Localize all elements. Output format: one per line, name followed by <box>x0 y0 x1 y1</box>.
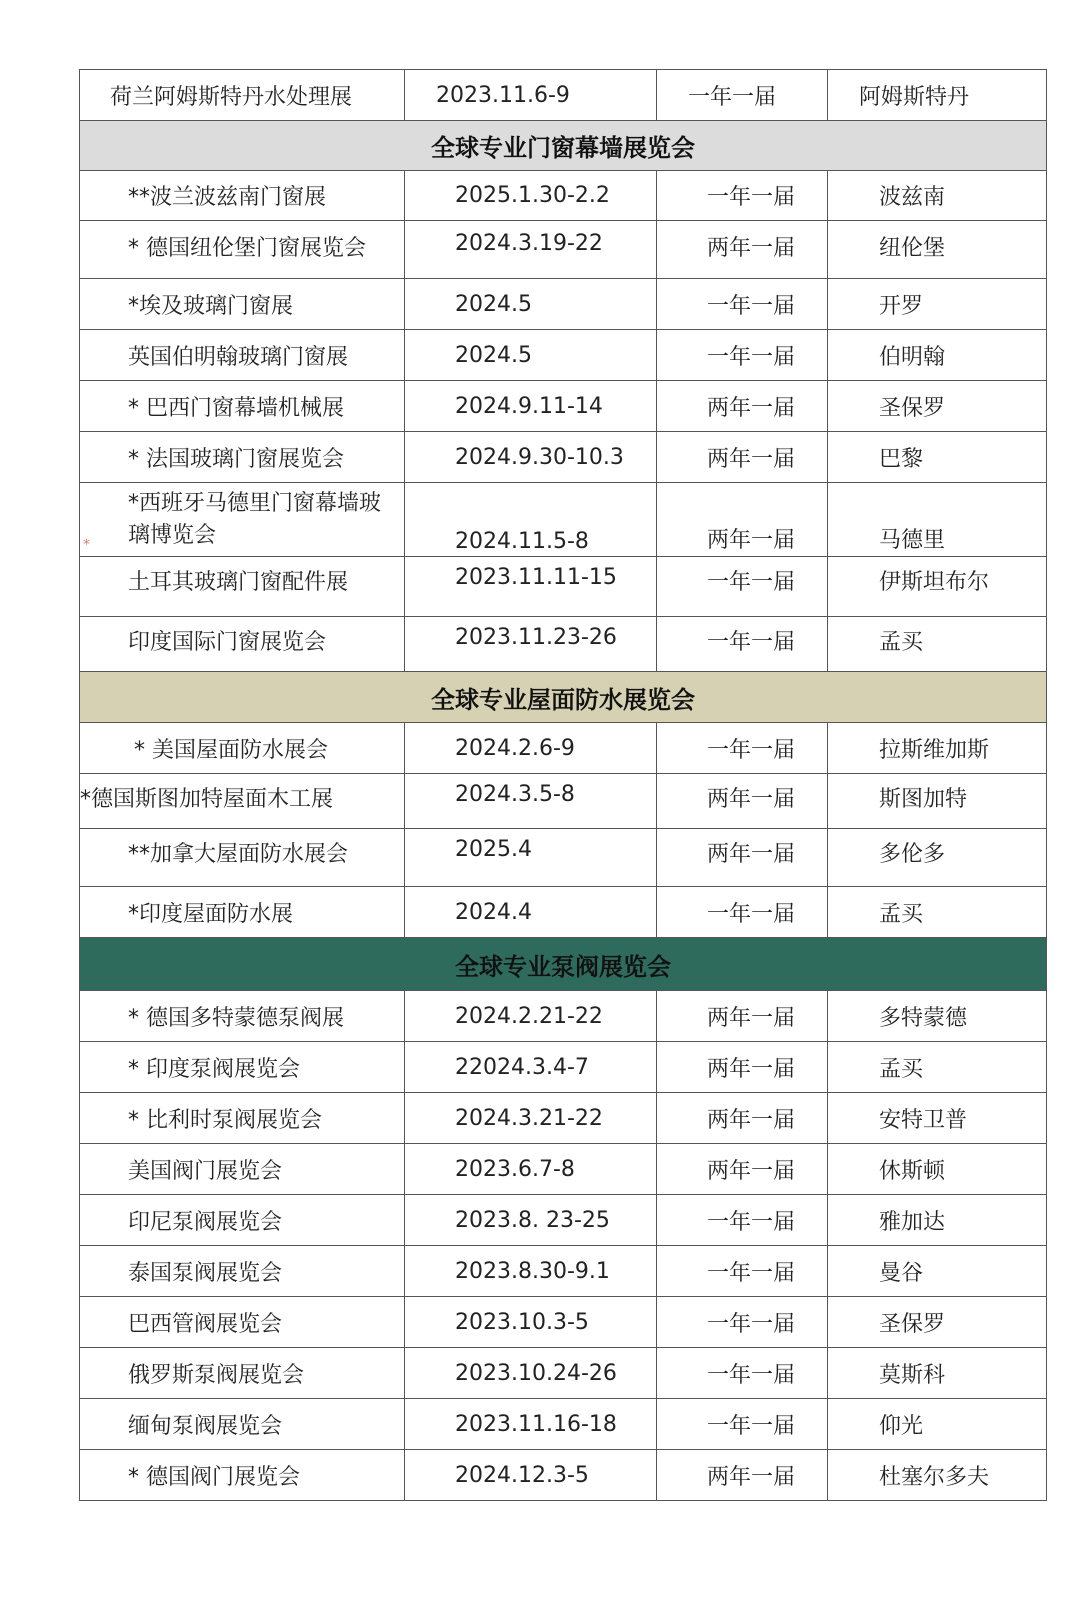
exhibition-name: *印度屋面防水展 <box>80 887 405 938</box>
exhibition-name: 巴西管阀展览会 <box>80 1297 405 1348</box>
exhibition-date: 2023.8. 23-25 <box>405 1195 657 1246</box>
exhibition-date: 2024.2.6-9 <box>405 723 657 774</box>
exhibition-date: 2024.4 <box>405 887 657 938</box>
exhibition-frequency: 一年一届 <box>657 723 828 774</box>
exhibition-city: 波兹南 <box>828 171 1047 221</box>
section-header-row <box>80 121 1047 171</box>
table-row <box>80 1144 1047 1195</box>
exhibition-frequency: 一年一届 <box>657 171 828 221</box>
table-row <box>80 723 1047 774</box>
exhibition-frequency: 两年一届 <box>657 829 828 887</box>
section-title: 全球专业屋面防水展览会 <box>80 672 1047 723</box>
section-title: 全球专业门窗幕墙展览会 <box>80 121 1047 171</box>
exhibition-frequency: 一年一届 <box>657 1297 828 1348</box>
exhibition-name: 泰国泵阀展览会 <box>80 1246 405 1297</box>
exhibition-date: 2024.5 <box>405 279 657 330</box>
table-row <box>80 829 1047 887</box>
table-row <box>80 330 1047 381</box>
exhibition-date: 2025.1.30-2.2 <box>405 171 657 221</box>
exhibition-city: 孟买 <box>828 887 1047 938</box>
exhibition-frequency: 一年一届 <box>657 1348 828 1399</box>
exhibition-name: 缅甸泵阀展览会 <box>80 1399 405 1450</box>
exhibition-frequency: 一年一届 <box>657 1246 828 1297</box>
exhibition-city: 多伦多 <box>828 829 1047 887</box>
table-row <box>80 1348 1047 1399</box>
table-row <box>80 1297 1047 1348</box>
exhibition-frequency: 两年一届 <box>657 1450 828 1501</box>
exhibition-frequency: 一年一届 <box>657 887 828 938</box>
exhibition-date: 2024.9.11-14 <box>405 381 657 432</box>
exhibition-name: **波兰波兹南门窗展 <box>80 171 405 221</box>
exhibition-name: * 法国玻璃门窗展览会 <box>80 432 405 483</box>
exhibition-frequency: 一年一届 <box>657 1399 828 1450</box>
exhibition-name: * 德国多特蒙德泵阀展 <box>80 991 405 1042</box>
table-row <box>80 1450 1047 1501</box>
exhibition-frequency: 一年一届 <box>657 617 828 672</box>
exhibition-date: 2023.11.16-18 <box>405 1399 657 1450</box>
exhibition-name: 荷兰阿姆斯特丹水处理展 <box>80 70 405 121</box>
table-row <box>80 1195 1047 1246</box>
exhibition-date: 2024.5 <box>405 330 657 381</box>
exhibition-city: 开罗 <box>828 279 1047 330</box>
exhibition-frequency: 两年一届 <box>657 1144 828 1195</box>
exhibition-frequency: 两年一届 <box>657 1093 828 1144</box>
exhibition-city: 圣保罗 <box>828 1297 1047 1348</box>
exhibition-city: 圣保罗 <box>828 381 1047 432</box>
table-row <box>80 381 1047 432</box>
table-row <box>80 991 1047 1042</box>
exhibition-date: 2024.9.30-10.3 <box>405 432 657 483</box>
table-row <box>80 617 1047 672</box>
exhibition-city: 伊斯坦布尔 <box>828 557 1047 617</box>
exhibition-frequency: 一年一届 <box>657 279 828 330</box>
exhibition-date: 2023.8.30-9.1 <box>405 1246 657 1297</box>
exhibition-date: 2023.10.24-26 <box>405 1348 657 1399</box>
table-row <box>80 1246 1047 1297</box>
exhibition-frequency: 一年一届 <box>657 1195 828 1246</box>
exhibition-frequency: 两年一届 <box>657 432 828 483</box>
exhibition-date: 2024.11.5-8 <box>405 483 657 557</box>
exhibition-city: 安特卫普 <box>828 1093 1047 1144</box>
exhibition-frequency: 两年一届 <box>657 1042 828 1093</box>
table-row <box>80 279 1047 330</box>
exhibition-city: 阿姆斯特丹 <box>828 70 1047 121</box>
exhibition-city: 孟买 <box>828 1042 1047 1093</box>
exhibition-name: * 印度泵阀展览会 <box>80 1042 405 1093</box>
exhibition-name: * 巴西门窗幕墙机械展 <box>80 381 405 432</box>
exhibition-name: * 德国纽伦堡门窗展览会 <box>80 221 405 279</box>
exhibition-date: 2023.11.6-9 <box>405 70 657 121</box>
exhibition-name: 印尼泵阀展览会 <box>80 1195 405 1246</box>
exhibition-city: 仰光 <box>828 1399 1047 1450</box>
table-row <box>80 171 1047 221</box>
table-row <box>80 774 1047 829</box>
exhibition-name: *德国斯图加特屋面木工展 <box>80 774 405 829</box>
exhibition-frequency: 一年一届 <box>657 330 828 381</box>
exhibition-date: 22024.3.4-7 <box>405 1042 657 1093</box>
exhibition-name: * 比利时泵阀展览会 <box>80 1093 405 1144</box>
exhibition-city: 多特蒙德 <box>828 991 1047 1042</box>
exhibition-name: *西班牙马德里门窗幕墙玻璃博览会 <box>80 483 405 557</box>
exhibition-date: 2024.3.5-8 <box>405 774 657 829</box>
exhibition-date: 2024.2.21-22 <box>405 991 657 1042</box>
exhibition-name: 土耳其玻璃门窗配件展 <box>80 557 405 617</box>
exhibition-city: 伯明翰 <box>828 330 1047 381</box>
section-header-row <box>80 672 1047 723</box>
exhibition-name: 美国阀门展览会 <box>80 1144 405 1195</box>
exhibition-city: 雅加达 <box>828 1195 1047 1246</box>
exhibition-name: *埃及玻璃门窗展 <box>80 279 405 330</box>
exhibition-city: 马德里 <box>828 483 1047 557</box>
exhibition-name: * 美国屋面防水展会 <box>80 723 405 774</box>
exhibition-frequency: 一年一届 <box>657 70 828 121</box>
exhibition-date: 2023.10.3-5 <box>405 1297 657 1348</box>
exhibition-date: 2024.3.19-22 <box>405 221 657 279</box>
exhibition-frequency: 两年一届 <box>657 991 828 1042</box>
table-row <box>80 557 1047 617</box>
exhibition-city: 莫斯科 <box>828 1348 1047 1399</box>
section-header-row <box>80 938 1047 991</box>
exhibition-frequency: 两年一届 <box>657 774 828 829</box>
exhibition-table <box>79 69 1046 1501</box>
exhibition-city: 巴黎 <box>828 432 1047 483</box>
exhibition-date: 2023.6.7-8 <box>405 1144 657 1195</box>
stray-asterisk-mark: * <box>83 537 90 553</box>
exhibition-frequency: 一年一届 <box>657 557 828 617</box>
exhibition-date: 2024.3.21-22 <box>405 1093 657 1144</box>
exhibition-name: 俄罗斯泵阀展览会 <box>80 1348 405 1399</box>
exhibition-frequency: 两年一届 <box>657 483 828 557</box>
table-row <box>80 432 1047 483</box>
exhibition-name: 英国伯明翰玻璃门窗展 <box>80 330 405 381</box>
table-row <box>80 483 1047 557</box>
exhibition-city: 孟买 <box>828 617 1047 672</box>
exhibition-frequency: 两年一届 <box>657 381 828 432</box>
exhibition-city: 杜塞尔多夫 <box>828 1450 1047 1501</box>
table-row <box>80 1042 1047 1093</box>
exhibition-name: 印度国际门窗展览会 <box>80 617 405 672</box>
exhibition-city: 曼谷 <box>828 1246 1047 1297</box>
exhibition-name: * 德国阀门展览会 <box>80 1450 405 1501</box>
exhibition-frequency: 两年一届 <box>657 221 828 279</box>
exhibition-city: 休斯顿 <box>828 1144 1047 1195</box>
table-row <box>80 1399 1047 1450</box>
table-row <box>80 1093 1047 1144</box>
table-row <box>80 70 1047 121</box>
exhibition-date: 2024.12.3-5 <box>405 1450 657 1501</box>
table-row <box>80 887 1047 938</box>
exhibition-date: 2025.4 <box>405 829 657 887</box>
exhibition-name: **加拿大屋面防水展会 <box>80 829 405 887</box>
table-row <box>80 221 1047 279</box>
section-title: 全球专业泵阀展览会 <box>80 938 1047 991</box>
exhibition-date: 2023.11.11-15 <box>405 557 657 617</box>
exhibition-city: 纽伦堡 <box>828 221 1047 279</box>
exhibition-city: 拉斯维加斯 <box>828 723 1047 774</box>
exhibition-date: 2023.11.23-26 <box>405 617 657 672</box>
exhibition-city: 斯图加特 <box>828 774 1047 829</box>
